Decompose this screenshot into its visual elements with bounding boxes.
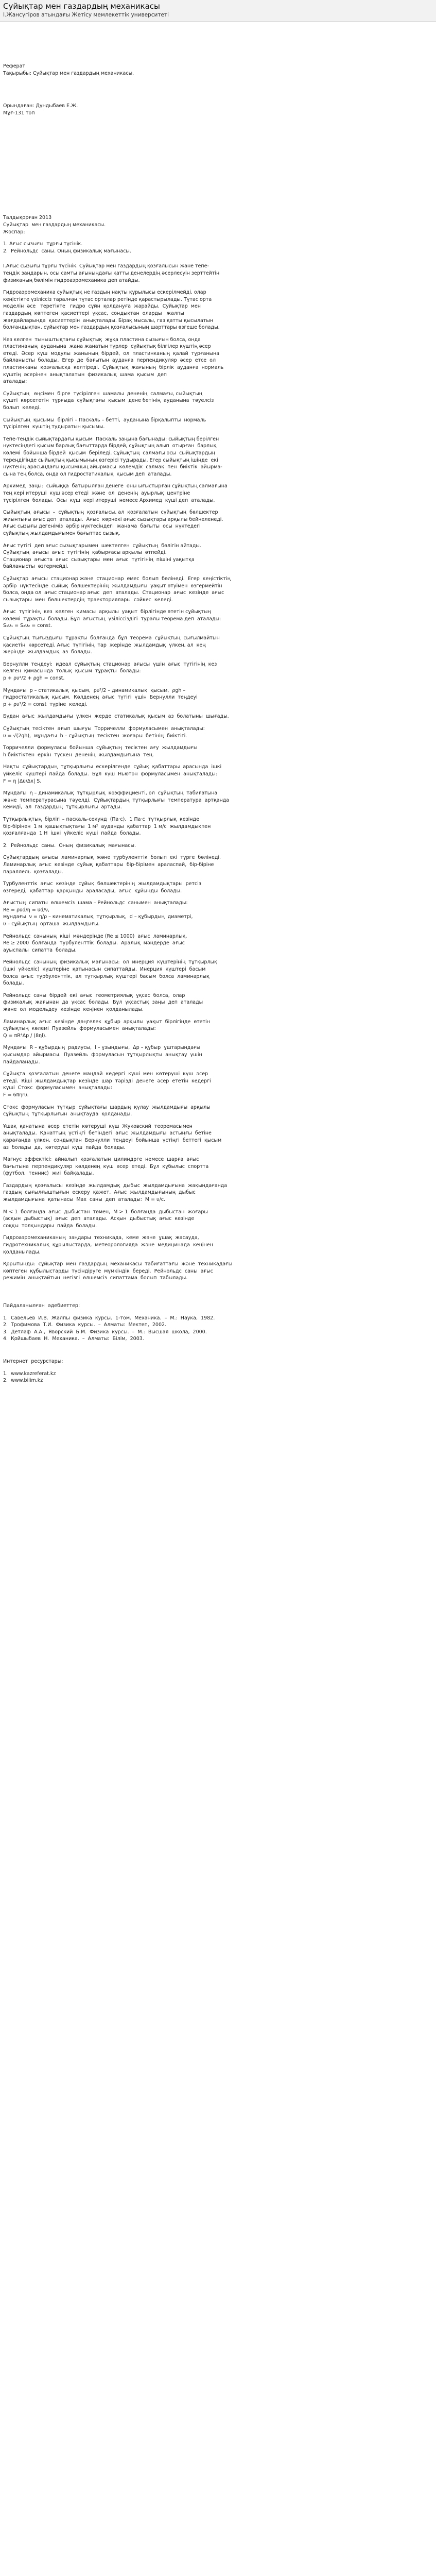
text-line: Гидроаэромеханиканың заңдары техникада, кеме және ұшақ жасауда, (3, 1235, 199, 1241)
text-line: Re ≥ 2000 болғанда турбуленттік болады. Аралық мәндерде ағыс (3, 940, 185, 946)
text-line: Бұдан ағыс жылдамдығы үлкен жерде статикалық қысым аз болатыны шығады. (3, 714, 229, 720)
paragraph (3, 483, 433, 504)
text-line: үйкеліс күштері пайда болады. Бұл күш Ньютон формуласымен анықталады: (3, 771, 217, 777)
text-line: газдардың көптеген қасиеттері ұқсас, сондықтан оларды жалпы (3, 310, 184, 316)
text-line: және температурасына тәуелді. Сұйықтардың тұтқырлығы температура артқанда (3, 797, 230, 803)
paragraph (3, 959, 433, 987)
vertical-spacer (3, 27, 433, 63)
text-line: υ – сұйықтың орташа жылдамдығы. (3, 921, 100, 927)
text-line: Мұғ-131 топ (3, 110, 35, 116)
paragraph (3, 687, 433, 708)
text-line: кемиді, ал газдардың тұтқырлығы артады. (3, 804, 122, 810)
paragraph (3, 1209, 433, 1230)
text-line: 1. www.kazreferat.kz (3, 1370, 56, 1377)
text-line: кеңістікте үзіліссіз таралған тұтас орталар ретінде қарастырылады. Тұтас орта (3, 296, 212, 302)
text-line: Кез келген тыныштықтағы сұйықтық жұқа пластина сызығын болса, онда (3, 336, 201, 343)
text-line: болып келеді. (3, 405, 41, 411)
text-line: 3. Детлаф А.А., Яворский Б.М. Физика курсы. – М.: Высшая школа, 2000. (3, 1329, 207, 1335)
text-line: түсірілген болады. Осы күш кері итеруші немесе Архимед күші деп аталады. (3, 497, 215, 503)
text-line: p + ρυ²/2 + ρgh = const. (3, 675, 65, 682)
text-line: бір-бірінен 1 м қашықтықтағы 1 м² ауданды қабаттар 1 м/с жылдамдықпен (3, 823, 211, 829)
text-line: әрбір нүктесінде сыйық бөлшектерінің жылдамдығы уақыт өтуімен өзгермейтін (3, 583, 222, 589)
paragraph (3, 1019, 433, 1040)
text-line: Стокс формуласын тұтқыр сұйықтағы шардың құлау жылдамдығы арқылы (3, 1104, 211, 1110)
text-line: Гидроаэромеханика суйықтық не газдың нақты құрылысы ескерілмейді, олар (3, 290, 206, 296)
text-line: болады. (3, 980, 24, 987)
text-line: бағытына перпендикуляр көлденең күш әсер етеді. Бұл құбылыс спортта (3, 1163, 209, 1170)
text-line: сұйықтың жылдамдығымен бағыттас сызық. (3, 530, 120, 536)
text-line: M < 1 болғанда ағыс дыбыстан төмен, M > 1 болғанда дыбыстан жоғары (3, 1209, 208, 1215)
text-line: байланысты болады. Егер де бағытын ауданға перпендикуляр әсер етсе ол (3, 358, 216, 364)
text-line: Тұтқырлықтың бірлігі – паскаль-секунд (Па·с). 1 Па·с тұтқырлық кезінде (3, 816, 199, 822)
text-line: етеді. Кіші жылдамдықтар кезінде шар тәрізді денеге әсер ететін кедергі (3, 1078, 211, 1084)
paragraph (3, 725, 433, 739)
text-line: 2. Рейнольдс саны. Оның физикалық мағынасы. (3, 842, 136, 849)
text-line: Ламинарлық ағыс кезінде сұйық қабаттары бір-бірімен араласпай, бір-біріне (3, 861, 214, 868)
text-line: Рейнольдс санының кіші мәндерінде (Re ≤ 1000) ағыс ламинарлық, (3, 933, 187, 939)
paragraph (3, 764, 433, 785)
text-line: моделін әсе теретікте гидро сұйн қолдануға жарайды. Суйықтар мен (3, 303, 201, 310)
text-line: Тепе-теңдік сыйықтардағы қысым Паскаль заңына бағынады: сыйықтың берілген (3, 436, 219, 442)
paragraph (3, 744, 433, 758)
text-line: Мұндағы η – динамикалық тұтқырлық коэффициенті, ол сұйықтың табиғатына (3, 790, 218, 796)
text-line: және ол модельдеу кезінде кеңінен қолданылады. (3, 1007, 144, 1012)
paragraph (3, 992, 433, 1013)
text-line: Сұйықта қозғалатын денеге маңдай кедергі күші мен көтеруші күш әсер (3, 1071, 208, 1077)
text-line: көлемі бойынша бірдей қысым беріледі. Сұйықтың салмағы осы сыйықтардың (3, 450, 215, 456)
text-line: Рейнольдс санының физикалық мағынасы: ол инерция күштерінің тұтқырлық (3, 959, 217, 965)
vertical-spacer (3, 122, 433, 214)
text-line: күшті көрсететін тұрғыда сұйықтағы қысым дене бетінің ауданына тәуелсіз (3, 398, 214, 404)
paragraph (3, 635, 433, 656)
text-line: Сұйықтың тесіктен ағып шығуы Торричелли формуласымен анықталады: (3, 726, 205, 732)
text-line: 1. Ағыс сызығы тұрғы түсінік. (3, 241, 83, 247)
text-line: Талдықорған 2013 (3, 215, 52, 221)
text-line: Бернулли теңдеуі: идеал сұйықтың стационар ағысы үшін ағыс түтігінің кез (3, 661, 217, 667)
paragraph (3, 1302, 433, 1310)
page-subtitle: І.Жансүгіров атындағы Жетісу мемлекеттік университеті (3, 12, 169, 18)
text-line: 2. Рейнольдс саны. Оның физикалық мағынасы. (3, 248, 131, 254)
text-line: F = η |Δυ/Δx| S. (3, 778, 42, 784)
text-line: υ = √(2gh), мұндағы h – сұйықтың тесіктен жоғары бетінің биіктігі. (3, 733, 187, 739)
text-line: h биіктіктен еркін түскен дененің жылдамдығына тең. (3, 752, 154, 758)
paragraph (3, 1261, 433, 1282)
text-line: Магнус эффектісі: айналып қозғалатын цилиндрге немесе шарға ағыс (3, 1157, 199, 1163)
paragraph (3, 1104, 433, 1118)
text-line: қысымдар айырмасы. Пуазейль формуласын тұтқырлықты анықтау үшін (3, 1052, 202, 1058)
paragraph (3, 842, 433, 850)
paragraph (3, 103, 433, 116)
paragraph (3, 63, 433, 77)
paragraph (3, 543, 433, 570)
text-line: Ағыс түтігі деп ағыс сызықтарымен шектелген сұйықтың бөлігін айтады. (3, 543, 201, 549)
text-line: көлемі тұрақты болады. Бұл ағыстың үзіліссіздігі туралы теорема деп аталады: (3, 616, 221, 622)
paragraph (3, 1071, 433, 1098)
text-line: пластинканы қозғалысқа келтіреді. Сұйықтық жағының бірлік ауданға нормаль (3, 365, 224, 371)
paragraph (3, 241, 433, 255)
text-line: Архимед заңы: сыйыққа батырылған денеге оны ығыстырған сұйықтың салмағына (3, 483, 228, 489)
text-line: тең кері итеруші күш әсер етеді және ол дененің ауырлық центріне (3, 490, 190, 496)
paragraph (3, 214, 433, 235)
text-line: Реферат (3, 63, 25, 69)
paragraph (3, 1044, 433, 1065)
text-line: Нақты сұйықтардың тұтқырлығы ескерілгенде сұйық қабаттары арасында ішкі (3, 764, 222, 770)
paragraph (3, 1370, 433, 1384)
text-line: Сыйықтың ағысы – сұйықтың қозғалысы, ал қозғалатын сұйықтың бөлшектер (3, 510, 218, 516)
text-line: Ағыстың сипаты өлшемсіз шама – Рейнольдс санымен анықталады: (3, 900, 188, 906)
text-line: Сұйықтардың ағысы ламинарлық және турбуленттік болып екі түрге бөлінеді. (3, 855, 221, 861)
text-line: Турбуленттік ағыс кезінде сұйық бөлшектерінің жылдамдықтары ретсіз (3, 881, 201, 887)
text-line: І.Ағыс сызығы тұрғы түсінік. Суйықтар мен газдардың қозғалысын жане тепе- (3, 263, 209, 269)
paragraph (3, 263, 433, 284)
paragraph (3, 900, 433, 927)
text-line: болғандықтан, сұйықтар мен газдардың қозғалысының шарттары өзгеше болады. (3, 325, 220, 331)
text-line: гидростатикалық қысым. Көлденең ағыс түтігі үшін Бернулли теңдеуі (3, 694, 198, 701)
paragraph (3, 661, 433, 682)
text-line: мұндағы ν = η/ρ – кинематикалық тұтқырлық, d – құбырдың диаметрі, (3, 914, 193, 920)
text-line: Суйықтың өңсімен бірге түсірілген шамалы дененің салмағы, сыйықтың (3, 391, 202, 397)
text-line: Пайдаланылған әдебиеттер: (3, 1303, 80, 1309)
text-line: 1. Савельев И.В. Жалпы физика курсы. 1-том. Механика. – М.: Наука, 1982. (3, 1315, 215, 1321)
paragraph (3, 713, 433, 720)
text-line: байланысты өзгермейді. (3, 564, 68, 570)
paragraph (3, 1182, 433, 1204)
paragraph (3, 1358, 433, 1365)
vertical-spacer (3, 82, 433, 103)
text-line: сына тең болса, онда ол гидростатикалық қысым деп аталады. (3, 471, 172, 477)
paragraph (3, 880, 433, 894)
text-line: анықталады. Қанаттың үстіңгі бетіндегі ағыс жылдамдығы астыңғы бетіне (3, 1130, 212, 1137)
text-line: Q = πR⁴Δp / (8ηl). (3, 1032, 47, 1039)
paragraph (3, 790, 433, 811)
paragraph (3, 1234, 433, 1256)
text-line: Интернет ресурстары: (3, 1358, 63, 1364)
text-line: Суйықтар мен газдардың механикасы. (3, 222, 106, 228)
text-line: Ағыс түтігінің кез келген қимасы арқылы уақыт бірлігінде өтетін сұйықтың (3, 609, 211, 615)
vertical-spacer (3, 1348, 433, 1358)
text-line: аз болады да, көтеруші күш пайда болады. (3, 1144, 126, 1150)
text-line: сұйықтың тұтқырлығын анықтауда қолданады. (3, 1111, 132, 1117)
text-line: жерінде жылдамдық аз болады. (3, 649, 92, 655)
text-line: Сыйықтың қысымы бірлігі – Паскаль – бетті, ауданына бірқалыпты нормаль (3, 417, 206, 423)
paragraph (3, 608, 433, 630)
text-line: Мұндағы p – статикалық қысым, ρυ²/2 – динамикалық қысым, ρgh – (3, 687, 186, 693)
text-line: Ұшақ қанатына әсер ететін көтеруші күш Жуковский теоремасымен (3, 1123, 193, 1129)
text-line: күштің әсерінен анықталатын физикалық шама қысым деп (3, 371, 167, 378)
text-line: болса ағыс турбуленттік, ал тұтқырлық күштері басым болса ламинарлық (3, 973, 210, 979)
text-line: қасиетін көрсетеді. Ағыс түтігінің тар жерінде жылдамдық үлкен, ал кең (3, 642, 206, 648)
text-line: гидротехникалық құрылыстарда, метеорологияда және медицинада кеңінен (3, 1242, 213, 1248)
text-line: Сұйықтың тығыздығы тұрақты болғанда бұл теорема сұйықтың сығылмайтын (3, 635, 220, 641)
paragraph (3, 336, 433, 385)
text-line: жиынтығы ағыс деп аталады. Ағыс көрнекі ағыс сызықтары арқылы бейнеленеді. (3, 516, 223, 522)
text-line: соққы толқындары пайда болады. (3, 1223, 97, 1229)
text-line: (асқын дыбыстық) ағыс деп аталады. Асқын дыбыстық ағыс кезінде (3, 1216, 195, 1222)
text-line: аталады: (3, 379, 27, 385)
text-line: Re = ρυd/η = υd/ν, (3, 907, 49, 913)
text-line: S₁υ₁ = S₂υ₂ = const. (3, 623, 53, 629)
text-line: түсірілген күштің тудыратын қысымы. (3, 424, 105, 430)
text-line: Сұйықтың ағысы ағыс түтігінің қабырғасы арқылы өтпейді. (3, 550, 167, 556)
text-line: F = 6πηrυ. (3, 1092, 29, 1098)
paragraph (3, 854, 433, 875)
text-line: 4. Қойшыбаев Н. Механика. – Алматы: Білім, 2003. (3, 1336, 144, 1342)
text-line: Рейнольдс саны бірдей екі ағыс геометриялық ұқсас болса, олар (3, 992, 185, 998)
text-line: жағдайларында қасиеттерін анықталады. Бірақ мысалы, газ қатты қысылатын (3, 317, 214, 324)
text-line: нүктесіндегі қысым барлық бағыттарда бірдей, сұйықтың алып отырған барлық (3, 443, 217, 449)
paragraph (3, 509, 433, 537)
vertical-spacer (3, 1287, 433, 1302)
paragraph (3, 417, 433, 431)
text-line: 2. Трофимова Т.И. Физика курсы. – Алматы: Мектеп, 2002. (3, 1322, 167, 1328)
text-line: пластинаның ауданына жана жанатын түрлер сұйықтық білгілер күштің әсер (3, 344, 211, 350)
paragraph (3, 436, 433, 478)
text-line: Мұндағы R – құбырдың радиусы, l – ұзындығы, Δp – құбыр ұштарындағы (3, 1045, 201, 1051)
text-line: қозғалғанда 1 Н ішкі үйкеліс күші пайда болады. (3, 831, 141, 837)
text-line: Ламинарлық ағыс кезінде дөңгелек құбыр арқылы уақыт бірлігінде өтетін (3, 1019, 210, 1025)
paragraph (3, 1156, 433, 1177)
text-line: пайдаланады. (3, 1059, 40, 1065)
text-line: көптеген құбылыстарды түсіндіруге мүмкіндік береді. Рейнольдс саны ағыс (3, 1268, 213, 1274)
text-line: теңдік заңдарын, осы самты ағыныңдағы қатты денелердің әсерлесуін зерттейтін (3, 270, 220, 276)
text-line: қолданылады. (3, 1249, 41, 1255)
paragraph (3, 575, 433, 603)
text-line: параллель қозғалады. (3, 869, 63, 875)
paragraph (3, 1123, 433, 1151)
text-line: сұйықтың көлемі Пуазейль формуласымен анықталады: (3, 1026, 156, 1032)
text-line: жылдамдығына қатынасы Мах саны деп аталады: M = υ/c. (3, 1197, 165, 1203)
text-line: тереңдігінде сыйықтың қысымының өзгерісі тудырады. Егер сыйықтың ішінде екі (3, 457, 218, 463)
text-line: физиканың бөлімін гидроаэромеханика деп атайды. (3, 277, 140, 283)
text-line: p + ρυ²/2 = const түріне келеді. (3, 701, 88, 707)
paragraph (3, 391, 433, 412)
text-line: өзгереді, қабаттар қарқынды араласады, ағыс құйынды болады. (3, 888, 182, 894)
text-line: сызықтары мен бөлшектердің траекториялары сәйкес келеді. (3, 597, 173, 603)
paragraph (3, 1315, 433, 1343)
page-title: Суйықтар мен газдардың механикасы (3, 2, 160, 11)
text-line: нүктенің арасындағы қысымның айырмасы көлемдік салмақ пен биіктік айырма- (3, 464, 222, 470)
text-line: Жоспар: (3, 229, 25, 235)
paragraph (3, 933, 433, 954)
text-line: Торричелли формуласы бойынша сұйықтың тесіктен ағу жылдамдығы (3, 745, 198, 751)
text-line: (ішкі үйкеліс) күштеріне қатынасын сипаттайды. Инерция күштері басым (3, 967, 206, 973)
text-line: Стационар ағыста ағыс сызықтары мен ағыс түтігінің пішіні уақытқа (3, 556, 195, 563)
text-line: болса, онда ол ағыс стационар ағыс деп аталады. Стационар ағыс кезінде ағыс (3, 590, 224, 596)
text-line: етеді. Әсер күш модулы жанының бірдей, ол пластинканың қалай тұрғанына (3, 350, 220, 357)
text-line: физикалық жағынан да ұқсас болады. Бұл ұқсастық заңы деп аталады (3, 999, 203, 1006)
text-line: 2. www.bilim.kz (3, 1378, 43, 1384)
document-body (0, 22, 436, 1405)
paragraph (3, 816, 433, 837)
text-line: (футбол, теннис) жиі байқалады. (3, 1171, 94, 1177)
text-line: Ағыс сызығы дегеніміз әрбір нүктесіндегі жанама бағыты осы нүктедегі (3, 523, 201, 530)
text-line: Қорытынды: сұйықтар мен газдардың механикасы табиғаттағы және техникадағы (3, 1261, 233, 1267)
text-line: газдың сығылғыштығын ескеру қажет. Ағыс жылдамдығының дыбыс (3, 1190, 196, 1196)
text-line: күші Стокс формуласымен анықталады: (3, 1085, 113, 1091)
text-line: келген қимасында толық қысым тұрақты болады: (3, 668, 141, 674)
text-line: Тақырыбы: Суйықтар мен газдардың механикасы. (3, 70, 134, 76)
document-header (0, 0, 436, 22)
text-line: режимін анықтайтын негізгі өлшемсіз сипаттама болып табылады. (3, 1275, 188, 1281)
text-line: Сұйықтар ағысы стационар және стационар емес болып бөлінеді. Егер кеңістіктің (3, 575, 231, 582)
paragraph (3, 289, 433, 331)
text-line: Орындаған: Дүндыбаев Е.Ж. (3, 103, 78, 109)
text-line: қарағанда үлкен, сондықтан Бернулли теңдеуі бойынша үстіңгі беттегі қысым (3, 1137, 222, 1143)
text-line: ауыспалы сипатта болады. (3, 947, 77, 953)
text-line: Газдардың қозғалысы кезінде жылдамдық дыбыс жылдамдығына жақындағанда (3, 1182, 228, 1189)
